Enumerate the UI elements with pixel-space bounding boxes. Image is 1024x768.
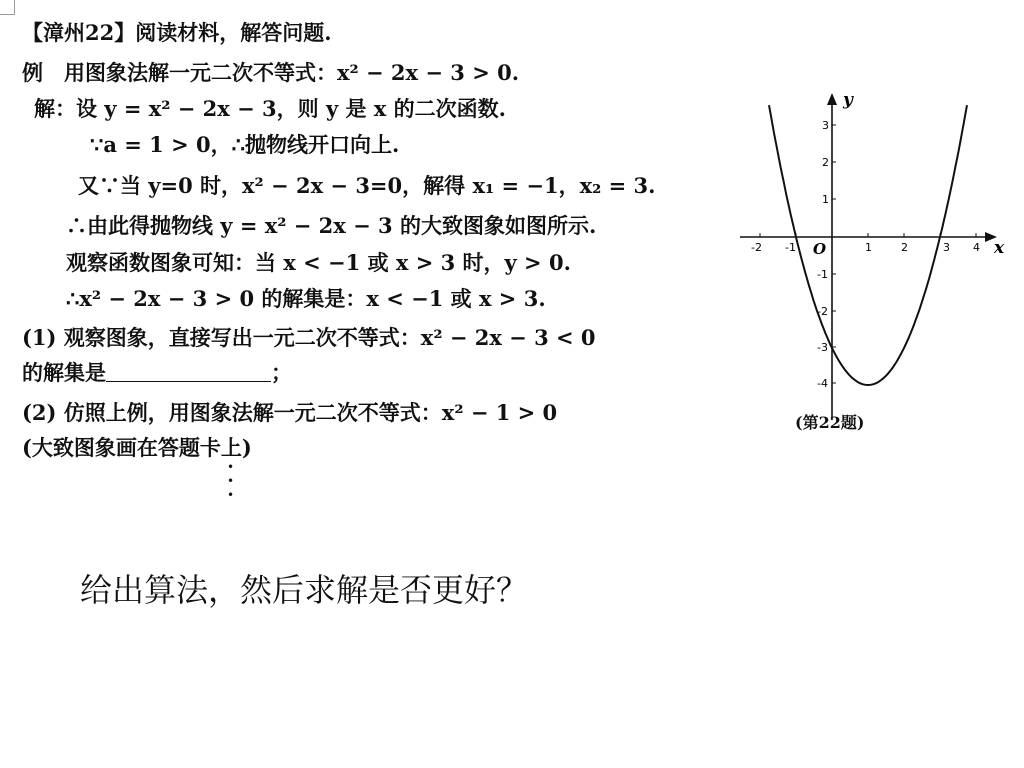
solution-step-1: 解：设 y = x² − 2x − 3，则 y 是 x 的二次函数. — [34, 96, 506, 121]
y-tick-label: 3 — [822, 119, 829, 132]
question-2: (2) 仿照上例，用图象法解一元二次不等式：x² − 1 > 0 — [22, 400, 558, 425]
x-tick-label: 2 — [901, 241, 908, 254]
x-tick-label: -2 — [751, 241, 762, 254]
blank-suffix: ； — [271, 360, 292, 385]
question-1-label: 的解集是 — [22, 360, 106, 385]
solution-step-2: ∵a = 1 > 0，∴抛物线开口向上. — [90, 132, 400, 157]
answer-blank — [106, 363, 271, 382]
x-axis-label: x — [994, 238, 1005, 258]
y-tick-label: -1 — [817, 268, 828, 281]
y-axis-arrow — [827, 93, 837, 105]
parabola-figure — [735, 85, 1015, 445]
x-tick-label: 1 — [865, 241, 872, 254]
x-ticks — [751, 233, 980, 254]
solution-step-6: ∴x² − 2x − 3 > 0 的解集是：x < −1 或 x > 3. — [66, 286, 546, 311]
emphasis-dots-glyphs: • • • — [227, 460, 257, 502]
question-1: (1) 观察图象，直接写出一元二次不等式：x² − 2x − 3 < 0 — [22, 325, 596, 350]
y-axis-label: y — [843, 90, 853, 110]
x-tick-label: 3 — [943, 241, 950, 254]
discussion-question: 给出算法，然后求解是否更好？ — [80, 571, 529, 609]
x-tick-label: 4 — [973, 241, 980, 254]
y-tick-label: -2 — [817, 305, 828, 318]
y-tick-label: -4 — [817, 377, 828, 390]
question-1-answer-line — [22, 360, 292, 386]
origin-label: O — [813, 240, 827, 258]
x-tick-label: -1 — [785, 241, 796, 254]
solution-step-5: 观察函数图象可知：当 x < −1 或 x > 3 时，y > 0. — [66, 250, 571, 275]
y-tick-label: 2 — [822, 156, 829, 169]
y-tick-label: -3 — [817, 341, 828, 354]
figure-caption: (第22题) — [795, 413, 865, 432]
solution-step-4: ∴由此得抛物线 y = x² − 2x − 3 的大致图象如图所示. — [66, 213, 597, 238]
page-corner-mark — [0, 0, 15, 15]
solution-step-3: 又∵当 y=0 时，x² − 2x − 3=0，解得 x₁ = −1，x₂ = 3. — [78, 173, 656, 198]
y-tick-label: 1 — [822, 193, 829, 206]
example-statement: 例 用图象法解一元二次不等式：x² − 2x − 3 > 0. — [22, 60, 520, 85]
problem-title: 【漳州22】阅读材料，解答问题. — [22, 20, 332, 45]
question-2-note: (大致图象画在答题卡上) — [22, 435, 252, 460]
